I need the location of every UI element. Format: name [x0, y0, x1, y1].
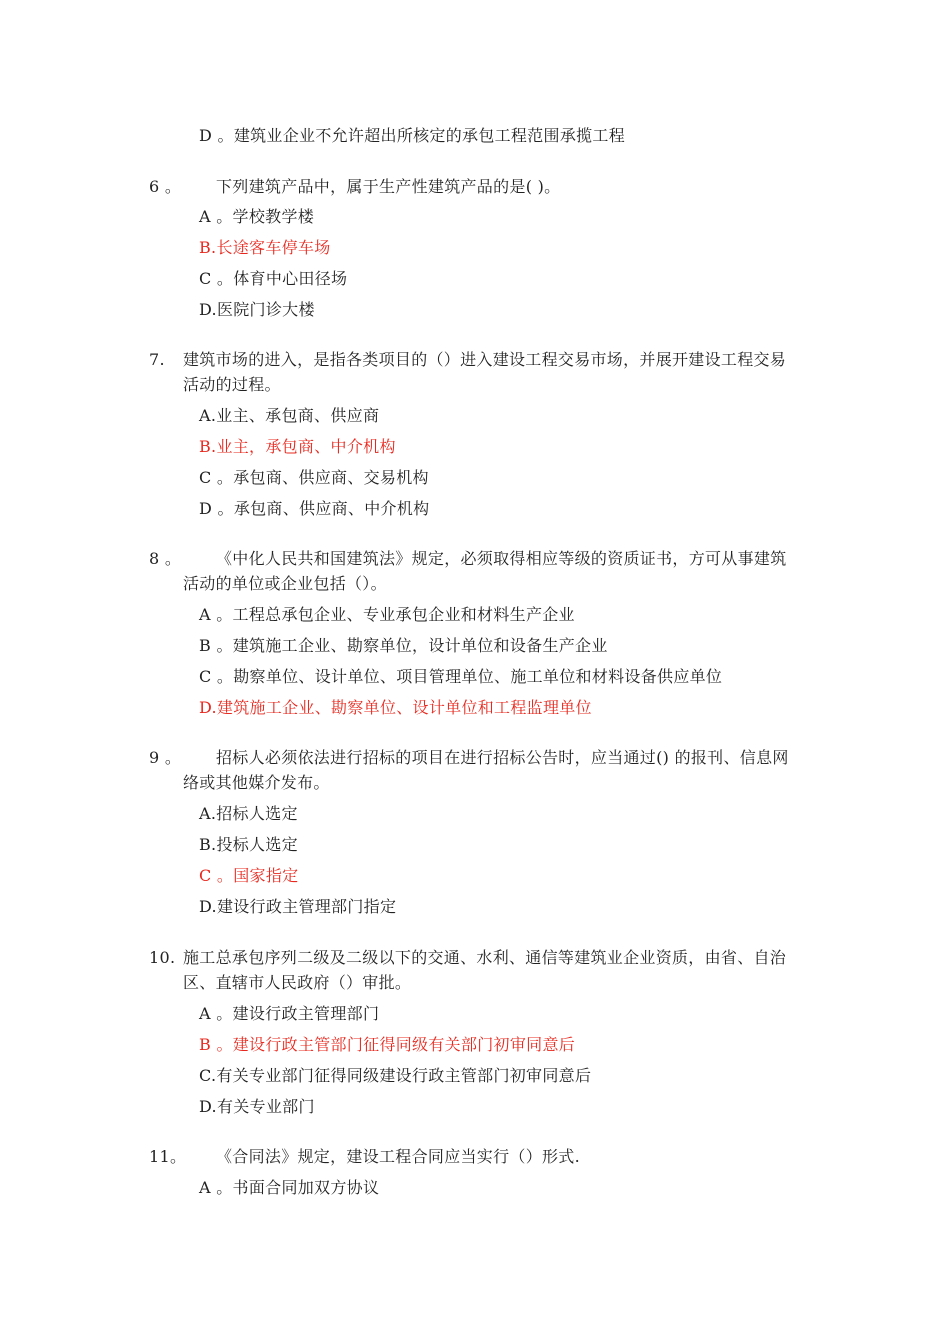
q6-stem: 下列建筑产品中，属于生产性建筑产品的是( )。 — [216, 177, 561, 196]
q10-option-a: A 。建设行政主管理部门 — [199, 1004, 380, 1023]
q9-stem-line2: 络或其他媒介发布。 — [183, 773, 330, 792]
q6-option-c: C 。体育中心田径场 — [199, 269, 348, 288]
q8-option-c: C 。勘察单位、设计单位、项目管理单位、施工单位和材料设备供应单位 — [199, 667, 723, 686]
q5-option-d: D 。建筑业企业不允许超出所核定的承包工程范围承揽工程 — [199, 126, 626, 145]
q9-number: 9 。 — [149, 748, 182, 767]
q8-stem-line1: 《中化人民共和国建筑法》规定，必须取得相应等级的资质证书，方可从事建筑 — [216, 549, 787, 568]
q7-option-a: A.业主、承包商、供应商 — [199, 406, 380, 425]
q7-option-c: C 。承包商、供应商、交易机构 — [199, 468, 429, 487]
q9-option-d: D.建设行政主管理部门指定 — [199, 897, 397, 916]
q6-option-d: D.医院门诊大楼 — [199, 300, 315, 319]
q10-number: 10. — [149, 948, 176, 967]
q9-stem-line1: 招标人必须依法进行招标的项目在进行招标公告时，应当通过() 的报刊、信息网 — [216, 748, 789, 767]
q6-option-a: A 。学校教学楼 — [199, 207, 315, 226]
q10-option-b-answer: B 。建设行政主管部门征得同级有关部门初审同意后 — [199, 1035, 576, 1054]
q8-stem-line2: 活动的单位或企业包括（）。 — [183, 574, 387, 593]
q10-option-d: D.有关专业部门 — [199, 1097, 315, 1116]
q10-stem-line2: 区、直辖市人民政府（）审批。 — [183, 973, 412, 992]
q11-number: 11。 — [149, 1147, 187, 1166]
q9-option-c-answer: C 。国家指定 — [199, 866, 299, 885]
q6-option-b-answer: B.长途客车停车场 — [199, 238, 331, 257]
q8-option-d-answer: D.建筑施工企业、勘察单位、设计单位和工程监理单位 — [199, 698, 592, 717]
q9-option-b: B.投标人选定 — [199, 835, 298, 854]
q11-stem: 《合同法》规定，建设工程合同应当实行（）形式. — [216, 1147, 580, 1166]
q7-option-d: D 。承包商、供应商、中介机构 — [199, 499, 430, 518]
q8-option-b: B 。建筑施工企业、勘察单位，设计单位和设备生产企业 — [199, 636, 608, 655]
q7-number: 7. — [149, 350, 165, 369]
q8-option-a: A 。工程总承包企业、专业承包企业和材料生产企业 — [199, 605, 575, 624]
q7-option-b-answer: B.业主，承包商、中介机构 — [199, 437, 396, 456]
q10-option-c: C.有关专业部门征得同级建设行政主管部门初审同意后 — [199, 1066, 592, 1085]
q9-option-a: A.招标人选定 — [199, 804, 298, 823]
q7-stem-line1: 建筑市场的进入，是指各类项目的（）进入建设工程交易市场，并展开建设工程交易 — [183, 350, 787, 369]
q7-stem-line2: 活动的过程。 — [183, 375, 281, 394]
q11-option-a: A 。书面合同加双方协议 — [199, 1178, 380, 1197]
q8-number: 8 。 — [149, 549, 182, 568]
q10-stem-line1: 施工总承包序列二级及二级以下的交通、水利、通信等建筑业企业资质，由省、自治 — [183, 948, 787, 967]
q6-number: 6 。 — [149, 177, 182, 196]
